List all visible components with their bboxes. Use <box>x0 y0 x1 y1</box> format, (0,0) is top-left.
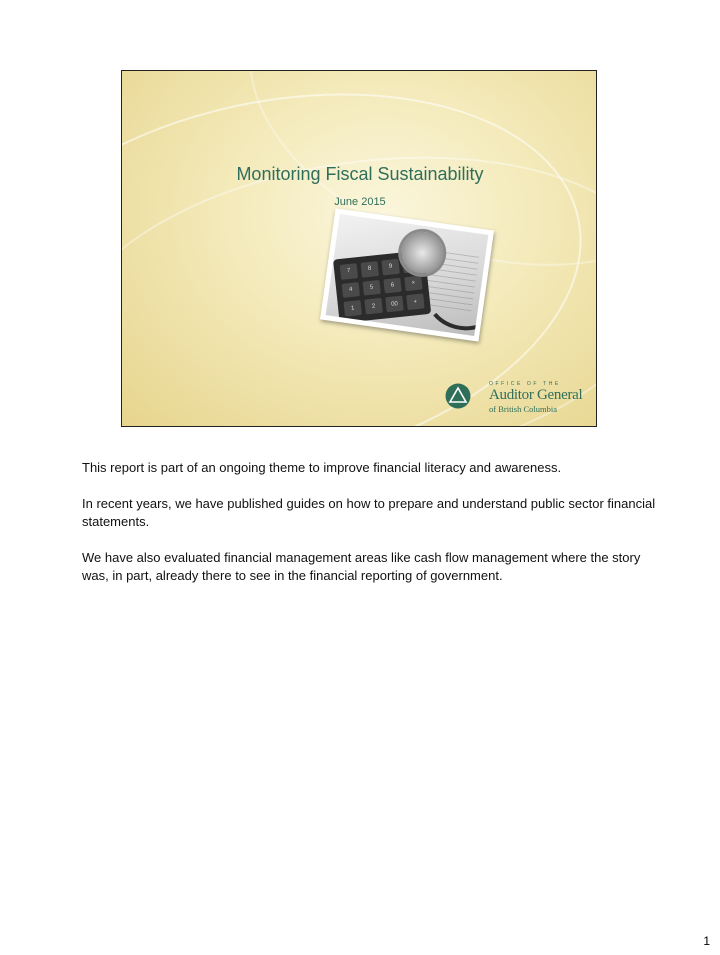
page-number: 1 <box>703 934 710 948</box>
logo-auditor-general: Auditor General <box>489 387 583 403</box>
logo-triangle-icon <box>445 383 471 409</box>
calculator-stethoscope-photo <box>320 208 494 341</box>
calculator-key: 7 <box>340 263 358 279</box>
slide-date: June 2015 <box>334 196 386 208</box>
calculator-key: 2 <box>364 298 382 314</box>
calculator-key: 1 <box>344 300 362 316</box>
calculator-key: × <box>404 275 422 291</box>
calculator-key: 5 <box>362 280 380 296</box>
photo-image <box>326 214 489 336</box>
calculator-key: 8 <box>361 261 379 277</box>
logo-british-columbia: of British Columbia <box>489 404 557 414</box>
notes-paragraph: We have also evaluated financial management areas like cash flow management where the story was, in part, already there to see in the financial reporting of government. <box>82 550 641 583</box>
notes-paragraph: This report is part of an ongoing theme to improve financial literacy and awareness. <box>82 460 562 475</box>
slide-thumbnail <box>121 70 597 427</box>
notes-paragraph: In recent years, we have published guides on how to prepare and understand public sector financial statements. <box>82 496 656 529</box>
speaker-notes <box>82 459 662 603</box>
calculator-key: + <box>406 294 424 310</box>
calculator-key: 4 <box>342 282 360 298</box>
auditor-general-logo <box>445 381 595 417</box>
calculator-key: 6 <box>383 277 401 293</box>
calculator-key: 00 <box>385 296 403 312</box>
calculator-key: 9 <box>381 259 399 275</box>
logo-office-of-the: OFFICE OF THE <box>489 381 561 387</box>
slide-title: Monitoring Fiscal Sustainability <box>236 164 484 184</box>
